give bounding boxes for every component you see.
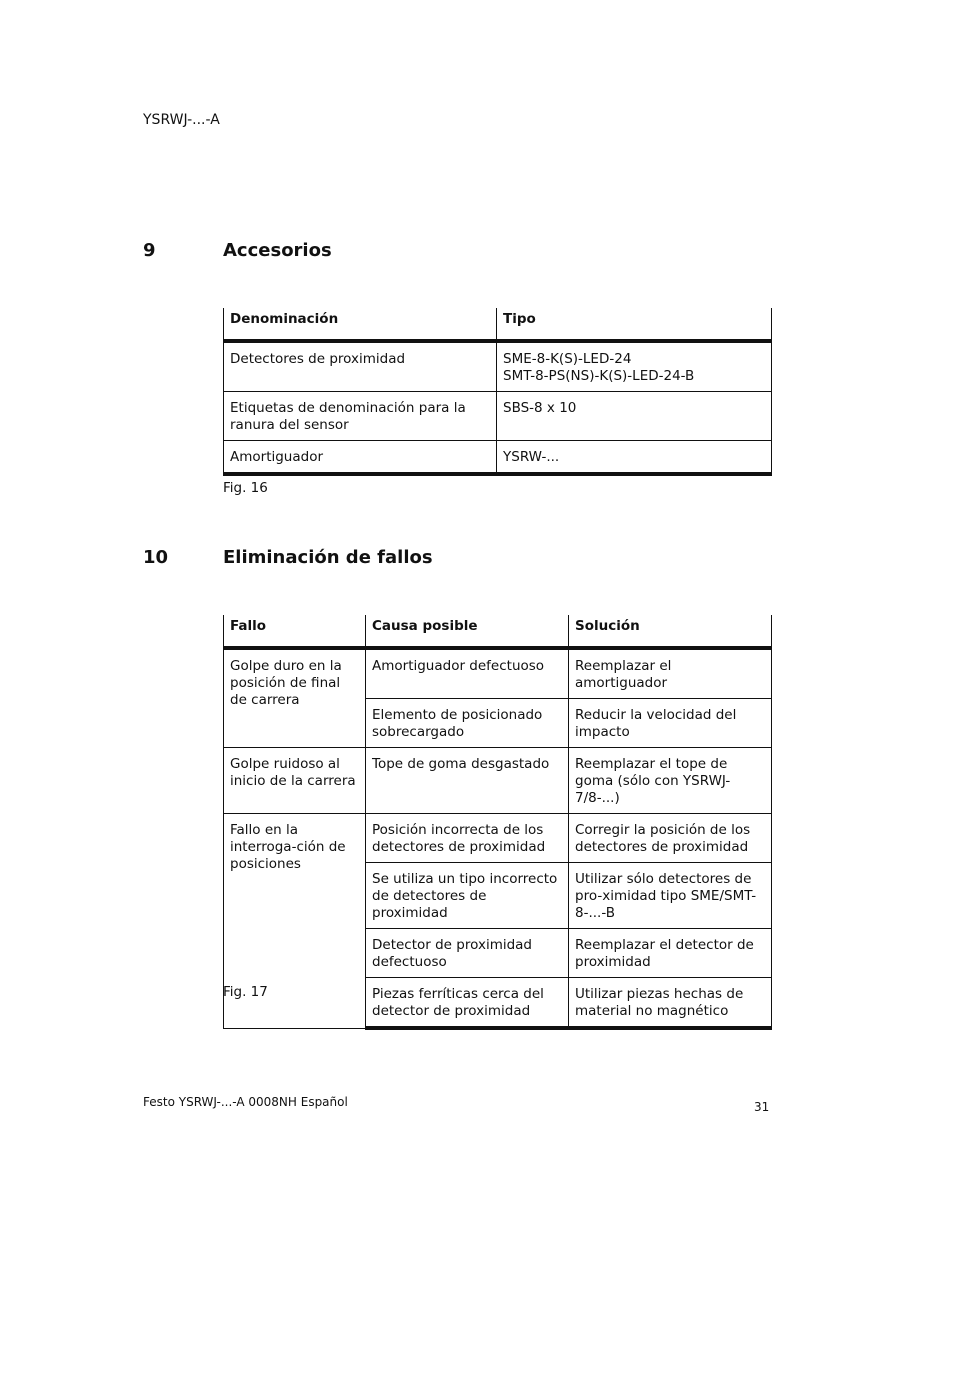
- section-9-number: 9: [143, 240, 156, 261]
- accessory-name: Amortiguador: [224, 441, 497, 475]
- cause-cell: Tope de goma desgastado: [366, 748, 569, 814]
- table-row: [224, 814, 772, 863]
- accessory-name: Detectores de proximidad: [224, 341, 497, 392]
- accessory-type: [497, 392, 772, 441]
- solution-cell: Reemplazar el tope de goma (sólo con YSRWJ-7/8-...): [569, 748, 772, 814]
- accessories-header-row: [224, 308, 772, 341]
- solution-cell: Reemplazar el amortiguador: [569, 648, 772, 699]
- accessory-type: [497, 441, 772, 475]
- table-row: [224, 341, 772, 392]
- table-row: [224, 392, 772, 441]
- cause-cell: Elemento de posicionado sobrecargado: [366, 699, 569, 748]
- section-10-title: Eliminación de fallos: [223, 547, 433, 568]
- troubleshooting-header-row: [224, 615, 772, 648]
- cause-cell: Piezas ferríticas cerca del detector de proximidad: [366, 978, 569, 1029]
- table-row: [224, 748, 772, 814]
- accessory-type-line: SMT-8-PS(NS)-K(S)-LED-24-B: [503, 368, 695, 384]
- accessory-name: Etiquetas de denominación para la ranura del sensor: [224, 392, 497, 441]
- accessory-type-line: SME-8-K(S)-LED-24: [503, 351, 632, 367]
- cause-cell: Posición incorrecta de los detectores de proximidad: [366, 814, 569, 863]
- table-row: [224, 648, 772, 699]
- section-9-title: Accesorios: [223, 240, 332, 261]
- col-header-solucion: Solución: [569, 615, 772, 648]
- solution-cell: Corregir la posición de los detectores de proximidad: [569, 814, 772, 863]
- col-header-causa: Causa posible: [366, 615, 569, 648]
- figure-caption: Fig. 16: [223, 480, 268, 496]
- solution-cell: Utilizar sólo detectores de pro-ximidad tipo SME/SMT-8-...-B: [569, 863, 772, 929]
- section-10-number: 10: [143, 547, 169, 568]
- col-header-fallo: Fallo: [224, 615, 366, 648]
- solution-cell: Reducir la velocidad del impacto: [569, 699, 772, 748]
- accessories-table: [223, 308, 772, 476]
- solution-cell: Reemplazar el detector de proximidad: [569, 929, 772, 978]
- col-header-denominacion: Denominación: [224, 308, 497, 341]
- fault-cell: Golpe ruidoso al inicio de la carrera: [224, 748, 366, 814]
- troubleshooting-table: [223, 615, 772, 1030]
- page-number: 31: [754, 1100, 770, 1114]
- solution-cell: Utilizar piezas hechas de material no magnético: [569, 978, 772, 1029]
- accessory-type-line: SBS-8 x 10: [503, 400, 577, 416]
- accessory-type-line: YSRW-...: [503, 449, 560, 465]
- fault-cell: Fallo en la interroga-ción de posiciones: [224, 814, 366, 1029]
- cause-cell: Detector de proximidad defectuoso: [366, 929, 569, 978]
- table-row: [224, 441, 772, 475]
- col-header-tipo: Tipo: [497, 308, 772, 341]
- footer-document-id: Festo YSRWJ-...-A 0008NH Español: [143, 1095, 348, 1109]
- figure-caption: Fig. 17: [223, 984, 268, 1000]
- accessory-type: [497, 341, 772, 392]
- fault-cell: Golpe duro en la posición de final de carrera: [224, 648, 366, 748]
- cause-cell: Amortiguador defectuoso: [366, 648, 569, 699]
- cause-cell: Se utiliza un tipo incorrecto de detectores de proximidad: [366, 863, 569, 929]
- running-header: YSRWJ-...-A: [143, 112, 220, 128]
